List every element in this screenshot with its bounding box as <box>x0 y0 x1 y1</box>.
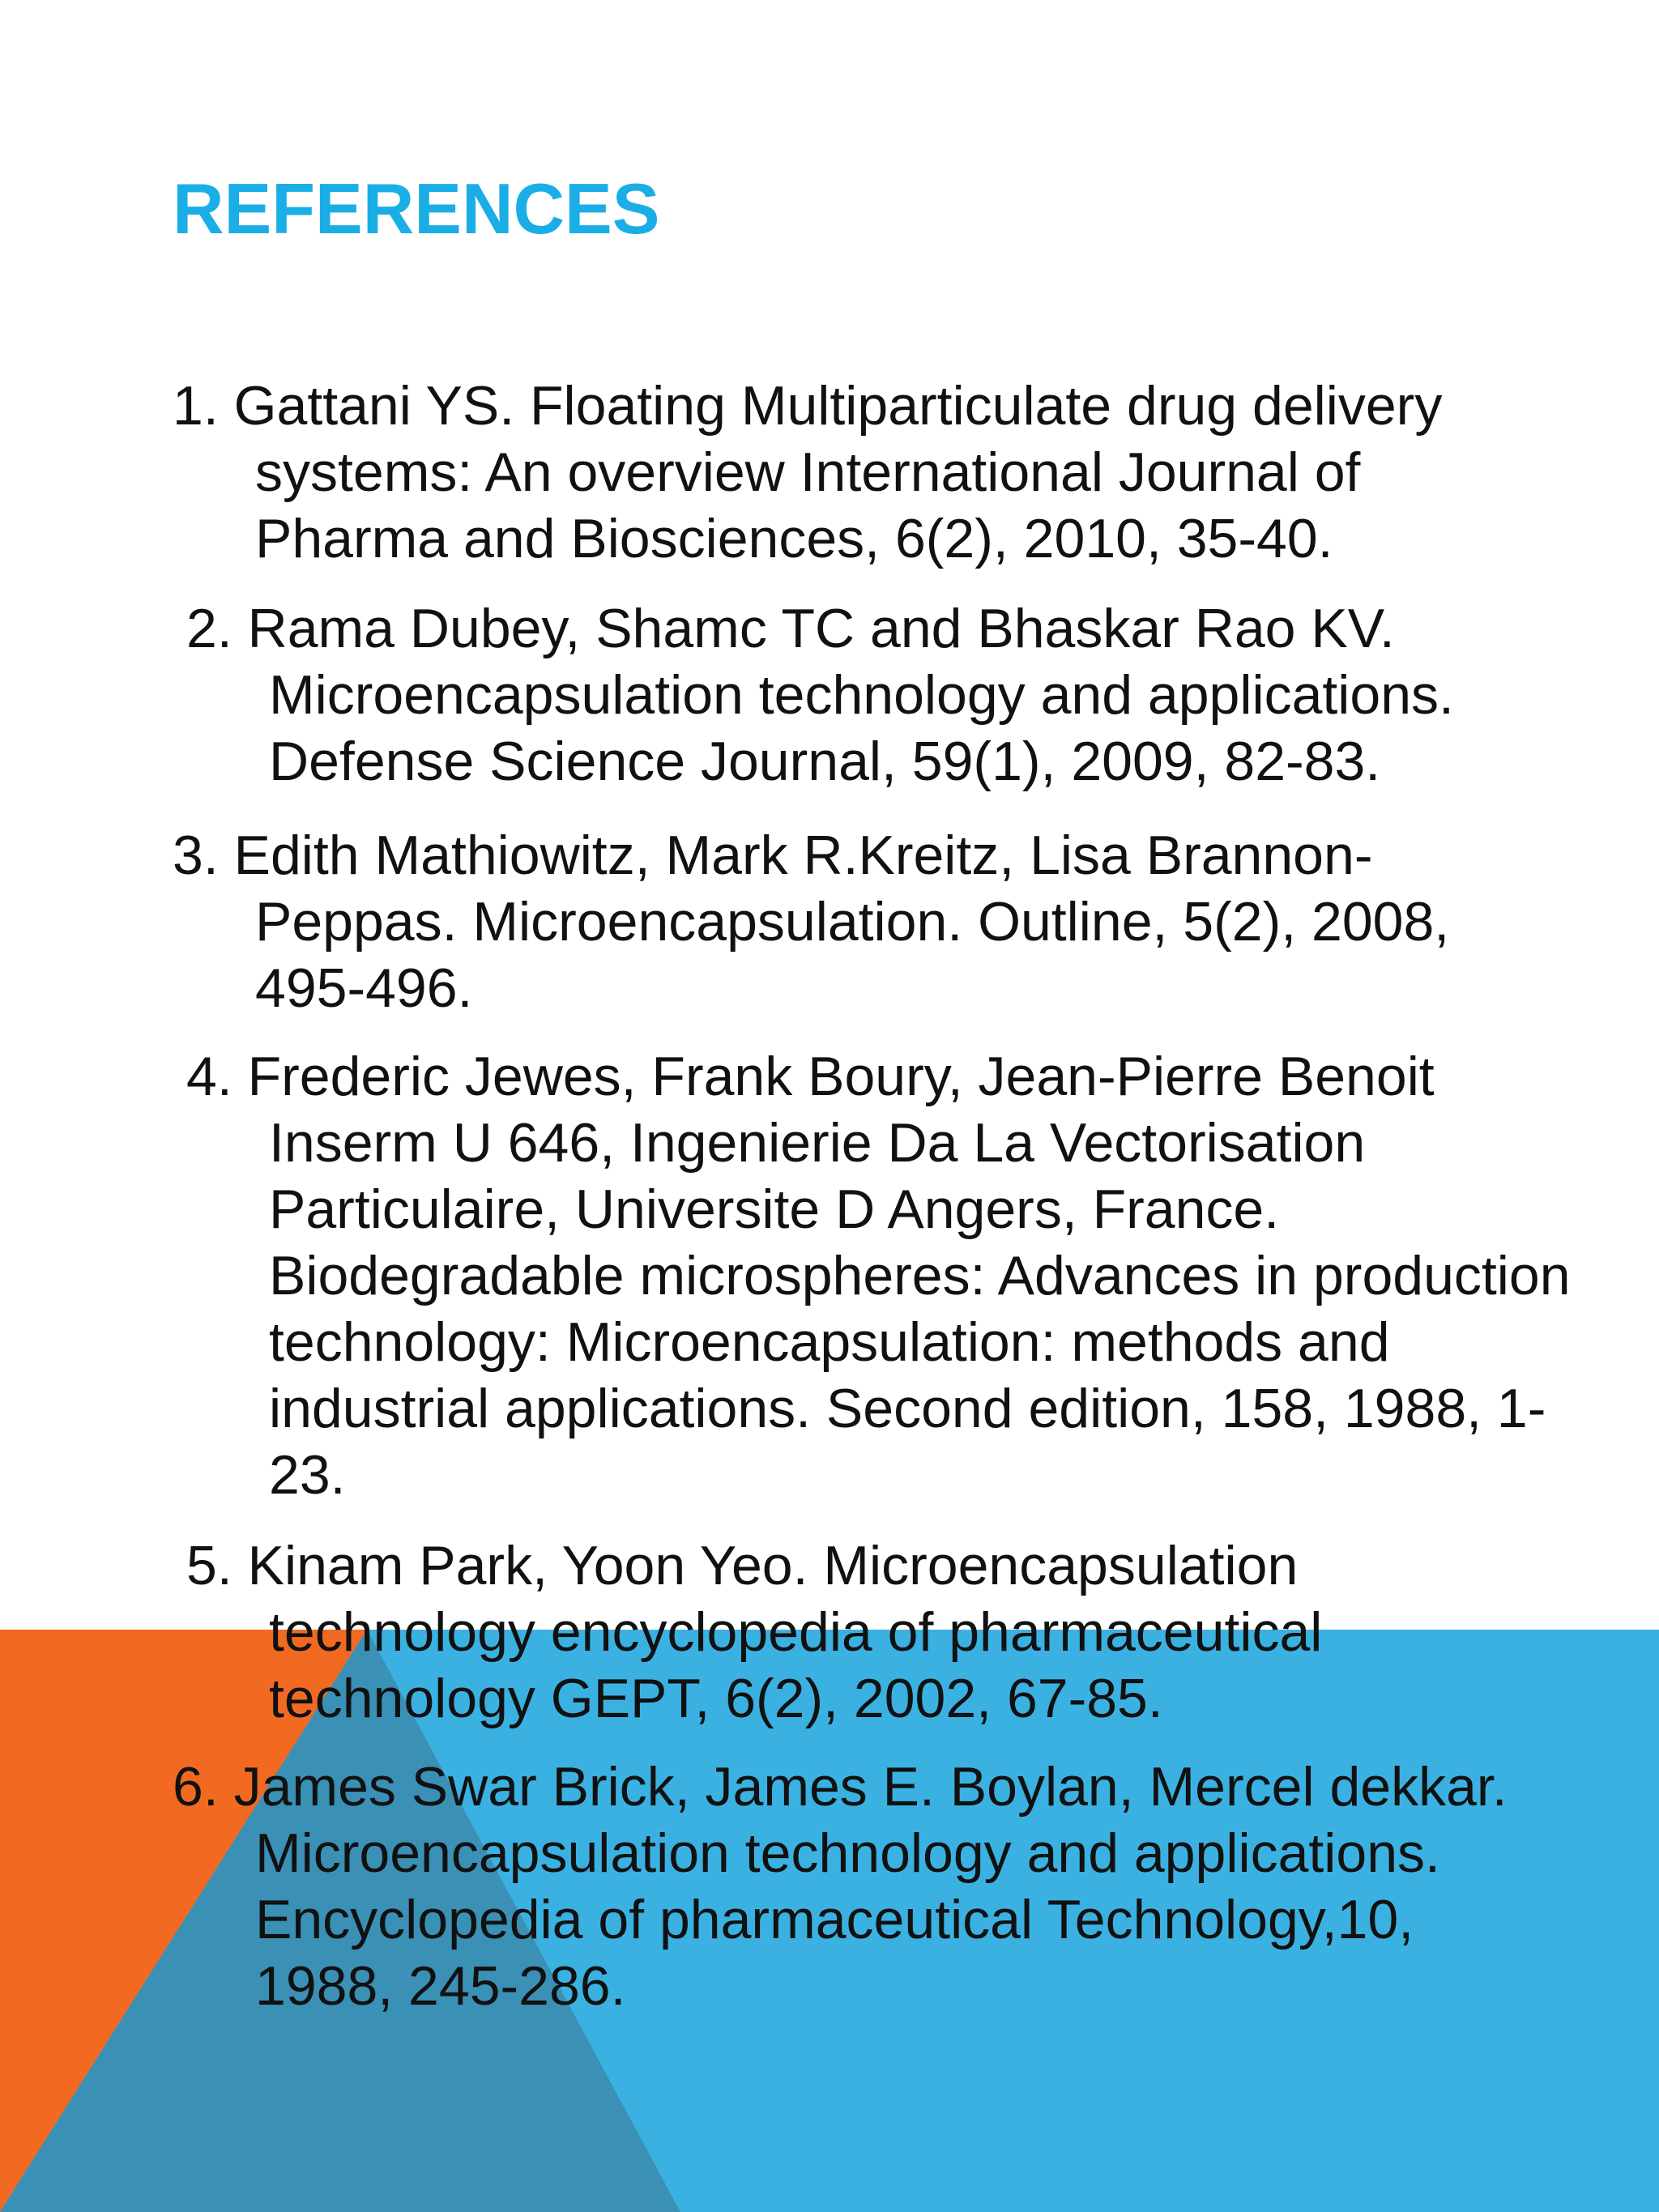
reference-number: 3. <box>173 825 234 886</box>
reference-text: James Swar Brick, James E. Boylan, Mercel dekkar. Microencapsulation technology and applications. Encyclopedia of pharmaceutical Technology,10, 1988, 245-286. <box>233 1756 1508 2017</box>
reference-item <box>173 1754 1566 2019</box>
reference-text: Gattani YS. Floating Multiparticulate drug delivery systems: An overview International Journal of Pharma and Biosciences, 6(2), 2010, 35-40. <box>233 375 1443 569</box>
slide-title: REFERENCES <box>173 168 660 249</box>
reference-number: 1. <box>173 375 234 437</box>
reference-number: 5. <box>186 1535 248 1596</box>
reference-item <box>186 1532 1580 1732</box>
reference-item <box>173 373 1566 572</box>
reference-text: Frederic Jewes, Frank Boury, Jean-Pierre Benoit Inserm U 646, Ingenierie Da La Vectorisation Particulaire, Universite D Angers, France. Biodegradable microspheres: Advances in production technology: Microencapsulation: methods and industrial applications. Second edition, 158, 1988, 1-23. <box>247 1046 1571 1506</box>
reference-item <box>173 822 1566 1021</box>
reference-number: 2. <box>186 598 248 659</box>
reference-text: Kinam Park, Yoon Yeo. Microencapsulation technology encyclopedia of pharmaceutical technology GEPT, 6(2), 2002, 67-85. <box>247 1535 1323 1729</box>
reference-item <box>186 1043 1580 1508</box>
reference-item <box>186 595 1580 795</box>
reference-number: 6. <box>173 1756 234 1818</box>
reference-number: 4. <box>186 1046 248 1107</box>
reference-text: Rama Dubey, Shamc TC and Bhaskar Rao KV. Microencapsulation technology and applications. Defense Science Journal, 59(1), 2009, 82-83. <box>247 598 1454 792</box>
reference-text: Edith Mathiowitz, Mark R.Kreitz, Lisa Brannon-Peppas. Microencapsulation. Outline, 5(2), 2008, 495-496. <box>233 825 1450 1019</box>
